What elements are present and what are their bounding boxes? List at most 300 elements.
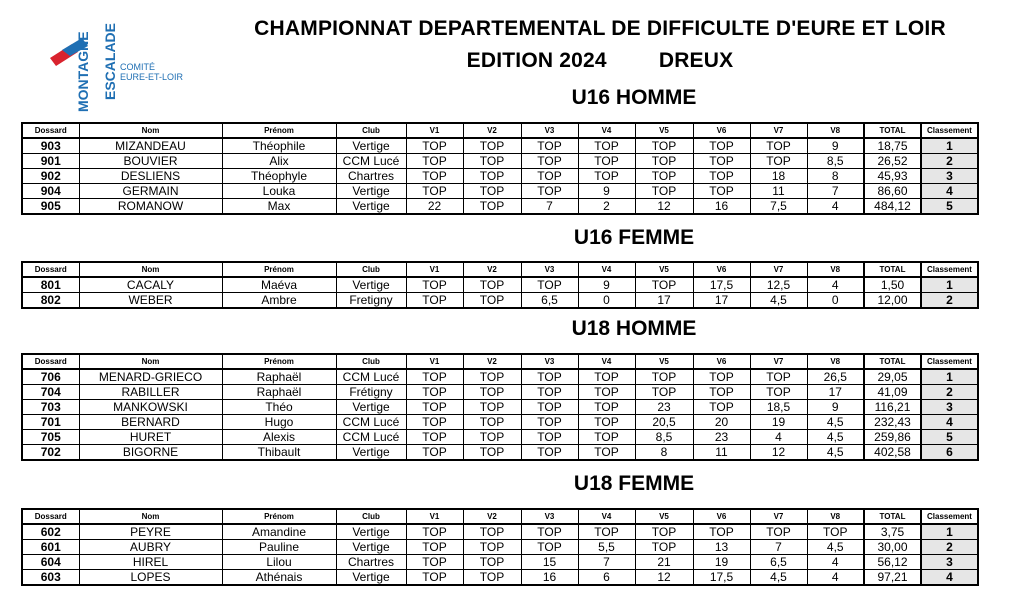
- column-header-club: Club: [336, 509, 406, 524]
- cell-prenom: Hugo: [222, 415, 336, 430]
- column-header-v6: V6: [693, 509, 750, 524]
- column-header-prenom: Prénom: [222, 262, 336, 277]
- category-title: U18 FEMME: [573, 472, 695, 495]
- cell-v3: TOP: [521, 369, 578, 385]
- column-header-v2: V2: [463, 509, 521, 524]
- cell-nom: BERNARD: [79, 415, 222, 430]
- cell-v2: TOP: [463, 555, 521, 570]
- cell-v6: TOP: [693, 169, 750, 184]
- cell-v7: TOP: [750, 385, 807, 400]
- cell-v8: 0: [807, 293, 864, 309]
- column-header-v4: V4: [578, 509, 635, 524]
- cell-total: 18,75: [864, 138, 921, 154]
- column-header-prenom: Prénom: [222, 509, 336, 524]
- cell-club: Vertige: [336, 138, 406, 154]
- cell-v4: TOP: [578, 369, 635, 385]
- cell-total: 30,00: [864, 540, 921, 555]
- cell-v7: 4: [750, 430, 807, 445]
- column-header-v3: V3: [521, 262, 578, 277]
- cell-v4: TOP: [578, 138, 635, 154]
- column-header-total: TOTAL: [864, 262, 921, 277]
- table-row: [22, 184, 978, 199]
- cell-classement: 2: [921, 385, 978, 400]
- column-header-v5: V5: [635, 262, 693, 277]
- cell-v1: TOP: [406, 154, 463, 169]
- cell-v6: 17: [693, 293, 750, 309]
- cell-v6: TOP: [693, 184, 750, 199]
- cell-prenom: Théophyle: [222, 169, 336, 184]
- cell-prenom: Athénais: [222, 570, 336, 586]
- column-header-v1: V1: [406, 509, 463, 524]
- cell-dossard: 801: [22, 277, 79, 293]
- cell-prenom: Pauline: [222, 540, 336, 555]
- cell-v8: 26,5: [807, 369, 864, 385]
- column-header-v4: V4: [578, 354, 635, 369]
- cell-v7: 18: [750, 169, 807, 184]
- cell-v5: 20,5: [635, 415, 693, 430]
- cell-v4: 7: [578, 555, 635, 570]
- cell-v7: 7: [750, 540, 807, 555]
- cell-v3: TOP: [521, 524, 578, 540]
- cell-v2: TOP: [463, 385, 521, 400]
- table-header-row: [22, 123, 978, 138]
- column-header-v8: V8: [807, 509, 864, 524]
- table-row: [22, 154, 978, 169]
- column-header-dossard: Dossard: [22, 509, 79, 524]
- column-header-v4: V4: [578, 123, 635, 138]
- cell-classement: 5: [921, 430, 978, 445]
- column-header-v7: V7: [750, 262, 807, 277]
- column-header-v3: V3: [521, 123, 578, 138]
- cell-nom: BIGORNE: [79, 445, 222, 461]
- cell-classement: 4: [921, 184, 978, 199]
- cell-dossard: 902: [22, 169, 79, 184]
- cell-dossard: 904: [22, 184, 79, 199]
- cell-classement: 1: [921, 524, 978, 540]
- cell-total: 29,05: [864, 369, 921, 385]
- cell-total: 1,50: [864, 277, 921, 293]
- cell-prenom: Lilou: [222, 555, 336, 570]
- cell-v4: 6: [578, 570, 635, 586]
- column-header-v6: V6: [693, 262, 750, 277]
- comite-logo: [48, 22, 223, 114]
- column-header-v2: V2: [463, 262, 521, 277]
- cell-club: Vertige: [336, 540, 406, 555]
- cell-club: Frétigny: [336, 385, 406, 400]
- cell-prenom: Louka: [222, 184, 336, 199]
- cell-v6: TOP: [693, 154, 750, 169]
- cell-total: 12,00: [864, 293, 921, 309]
- cell-club: Vertige: [336, 400, 406, 415]
- table-row: [22, 415, 978, 430]
- column-header-v3: V3: [521, 354, 578, 369]
- cell-v8: 8: [807, 169, 864, 184]
- table-row: [22, 430, 978, 445]
- cell-nom: CACALY: [79, 277, 222, 293]
- column-header-v2: V2: [463, 354, 521, 369]
- cell-v5: TOP: [635, 524, 693, 540]
- table-row: [22, 570, 978, 586]
- cell-v3: TOP: [521, 445, 578, 461]
- column-header-classement: Classement: [921, 509, 978, 524]
- table-row: [22, 369, 978, 385]
- cell-v5: TOP: [635, 540, 693, 555]
- cell-v3: TOP: [521, 184, 578, 199]
- edition-line: [225, 49, 975, 73]
- cell-v8: 4,5: [807, 445, 864, 461]
- cell-v8: 4,5: [807, 415, 864, 430]
- cell-v5: TOP: [635, 184, 693, 199]
- cell-v8: 4: [807, 555, 864, 570]
- cell-v7: TOP: [750, 138, 807, 154]
- results-table: [21, 508, 979, 586]
- cell-v4: TOP: [578, 430, 635, 445]
- column-header-club: Club: [336, 262, 406, 277]
- cell-nom: RABILLER: [79, 385, 222, 400]
- cell-v3: 6,5: [521, 293, 578, 309]
- column-header-total: TOTAL: [864, 354, 921, 369]
- cell-v6: 19: [693, 555, 750, 570]
- cell-total: 26,52: [864, 154, 921, 169]
- table-row: [22, 277, 978, 293]
- column-header-v2: V2: [463, 123, 521, 138]
- cell-v6: 23: [693, 430, 750, 445]
- column-header-prenom: Prénom: [222, 354, 336, 369]
- cell-v2: TOP: [463, 277, 521, 293]
- cell-total: 232,43: [864, 415, 921, 430]
- cell-nom: GERMAIN: [79, 184, 222, 199]
- cell-v7: TOP: [750, 369, 807, 385]
- cell-v6: 20: [693, 415, 750, 430]
- cell-v6: TOP: [693, 385, 750, 400]
- column-header-v5: V5: [635, 509, 693, 524]
- cell-club: Vertige: [336, 199, 406, 215]
- cell-v5: 8,5: [635, 430, 693, 445]
- cell-v2: TOP: [463, 524, 521, 540]
- category-title: U16 FEMME: [573, 226, 695, 249]
- cell-classement: 2: [921, 293, 978, 309]
- column-header-v1: V1: [406, 354, 463, 369]
- cell-total: 402,58: [864, 445, 921, 461]
- cell-v8: 4,5: [807, 540, 864, 555]
- cell-nom: HURET: [79, 430, 222, 445]
- cell-v2: TOP: [463, 184, 521, 199]
- cell-v5: 23: [635, 400, 693, 415]
- cell-v6: TOP: [693, 400, 750, 415]
- cell-dossard: 603: [22, 570, 79, 586]
- column-header-v8: V8: [807, 123, 864, 138]
- cell-dossard: 704: [22, 385, 79, 400]
- cell-v5: 17: [635, 293, 693, 309]
- cell-v2: TOP: [463, 445, 521, 461]
- cell-v3: TOP: [521, 540, 578, 555]
- cell-v4: TOP: [578, 445, 635, 461]
- cell-club: CCM Lucé: [336, 369, 406, 385]
- table-header-row: [22, 509, 978, 524]
- results-table: [21, 261, 979, 309]
- cell-v5: 12: [635, 199, 693, 215]
- cell-v8: TOP: [807, 524, 864, 540]
- cell-total: 97,21: [864, 570, 921, 586]
- cell-v4: TOP: [578, 400, 635, 415]
- cell-v6: 13: [693, 540, 750, 555]
- logo-eure-et-loir-text: EURE-ET-LOIR: [120, 72, 184, 82]
- cell-v7: 12: [750, 445, 807, 461]
- cell-v3: TOP: [521, 138, 578, 154]
- column-header-total: TOTAL: [864, 123, 921, 138]
- column-header-nom: Nom: [79, 509, 222, 524]
- cell-v3: 15: [521, 555, 578, 570]
- cell-classement: 5: [921, 199, 978, 215]
- cell-v4: 2: [578, 199, 635, 215]
- cell-v5: 12: [635, 570, 693, 586]
- cell-v4: TOP: [578, 169, 635, 184]
- cell-v3: TOP: [521, 154, 578, 169]
- cell-v7: 18,5: [750, 400, 807, 415]
- cell-nom: MANKOWSKI: [79, 400, 222, 415]
- cell-dossard: 901: [22, 154, 79, 169]
- cell-total: 259,86: [864, 430, 921, 445]
- cell-v1: TOP: [406, 169, 463, 184]
- table-header-row: [22, 262, 978, 277]
- cell-classement: 1: [921, 277, 978, 293]
- cell-total: 116,21: [864, 400, 921, 415]
- cell-v7: 19: [750, 415, 807, 430]
- cell-classement: 2: [921, 540, 978, 555]
- cell-club: Chartres: [336, 555, 406, 570]
- cell-v3: 16: [521, 570, 578, 586]
- cell-dossard: 905: [22, 199, 79, 215]
- column-header-nom: Nom: [79, 123, 222, 138]
- cell-v7: TOP: [750, 524, 807, 540]
- table-row: [22, 385, 978, 400]
- cell-v3: 7: [521, 199, 578, 215]
- cell-v3: TOP: [521, 169, 578, 184]
- cell-v1: TOP: [406, 540, 463, 555]
- cell-prenom: Alexis: [222, 430, 336, 445]
- cell-total: 484,12: [864, 199, 921, 215]
- table-row: [22, 400, 978, 415]
- cell-v5: TOP: [635, 154, 693, 169]
- cell-v1: TOP: [406, 369, 463, 385]
- cell-nom: AUBRY: [79, 540, 222, 555]
- cell-v2: TOP: [463, 293, 521, 309]
- table-row: [22, 555, 978, 570]
- cell-classement: 4: [921, 415, 978, 430]
- cell-v6: 16: [693, 199, 750, 215]
- cell-v1: TOP: [406, 555, 463, 570]
- cell-v2: TOP: [463, 415, 521, 430]
- column-header-v5: V5: [635, 123, 693, 138]
- logo-escalade-text: ESCALADE: [102, 22, 118, 100]
- cell-classement: 1: [921, 138, 978, 154]
- cell-v7: 12,5: [750, 277, 807, 293]
- cell-v8: 7: [807, 184, 864, 199]
- cell-v1: TOP: [406, 184, 463, 199]
- cell-prenom: Thibault: [222, 445, 336, 461]
- column-header-club: Club: [336, 354, 406, 369]
- column-header-classement: Classement: [921, 354, 978, 369]
- table-row: [22, 138, 978, 154]
- cell-v6: 11: [693, 445, 750, 461]
- cell-dossard: 601: [22, 540, 79, 555]
- cell-v4: TOP: [578, 154, 635, 169]
- cell-prenom: Max: [222, 199, 336, 215]
- cell-v5: 8: [635, 445, 693, 461]
- cell-v1: TOP: [406, 277, 463, 293]
- cell-prenom: Amandine: [222, 524, 336, 540]
- column-header-v6: V6: [693, 123, 750, 138]
- cell-prenom: Théo: [222, 400, 336, 415]
- championship-title: CHAMPIONNAT DEPARTEMENTAL DE DIFFICULTE D'EURE ET LOIR: [254, 17, 946, 40]
- cell-v7: TOP: [750, 154, 807, 169]
- cell-v8: 9: [807, 138, 864, 154]
- cell-v8: 4: [807, 570, 864, 586]
- cell-classement: 6: [921, 445, 978, 461]
- cell-v1: TOP: [406, 430, 463, 445]
- cell-dossard: 706: [22, 369, 79, 385]
- cell-nom: HIREL: [79, 555, 222, 570]
- column-header-prenom: Prénom: [222, 123, 336, 138]
- column-header-v1: V1: [406, 123, 463, 138]
- results-table: [21, 122, 979, 215]
- cell-v1: TOP: [406, 445, 463, 461]
- table-row: [22, 293, 978, 309]
- cell-v3: TOP: [521, 415, 578, 430]
- cell-club: Chartres: [336, 169, 406, 184]
- cell-total: 41,09: [864, 385, 921, 400]
- cell-nom: BOUVIER: [79, 154, 222, 169]
- cell-dossard: 602: [22, 524, 79, 540]
- cell-v7: 11: [750, 184, 807, 199]
- cell-nom: MIZANDEAU: [79, 138, 222, 154]
- cell-v7: 4,5: [750, 570, 807, 586]
- cell-club: CCM Lucé: [336, 430, 406, 445]
- cell-classement: 3: [921, 169, 978, 184]
- cell-prenom: Raphaël: [222, 385, 336, 400]
- cell-total: 56,12: [864, 555, 921, 570]
- cell-dossard: 903: [22, 138, 79, 154]
- cell-v1: TOP: [406, 524, 463, 540]
- cell-v1: TOP: [406, 293, 463, 309]
- column-header-v7: V7: [750, 354, 807, 369]
- cell-v8: 4: [807, 277, 864, 293]
- column-header-v8: V8: [807, 354, 864, 369]
- cell-club: Vertige: [336, 570, 406, 586]
- cell-total: 45,93: [864, 169, 921, 184]
- cell-nom: LOPES: [79, 570, 222, 586]
- column-header-v3: V3: [521, 509, 578, 524]
- column-header-nom: Nom: [79, 354, 222, 369]
- table-row: [22, 524, 978, 540]
- cell-v2: TOP: [463, 400, 521, 415]
- cell-v2: TOP: [463, 369, 521, 385]
- cell-v5: TOP: [635, 277, 693, 293]
- cell-v4: TOP: [578, 385, 635, 400]
- table-header-row: [22, 354, 978, 369]
- cell-v4: 9: [578, 184, 635, 199]
- cell-total: 86,60: [864, 184, 921, 199]
- cell-v8: 8,5: [807, 154, 864, 169]
- cell-club: Vertige: [336, 445, 406, 461]
- cell-prenom: Maéva: [222, 277, 336, 293]
- cell-v2: TOP: [463, 570, 521, 586]
- edition-label: EDITION 2024: [466, 49, 607, 72]
- city-label: DREUX: [658, 49, 734, 72]
- cell-club: Vertige: [336, 524, 406, 540]
- column-header-v6: V6: [693, 354, 750, 369]
- cell-v6: TOP: [693, 524, 750, 540]
- column-header-v8: V8: [807, 262, 864, 277]
- cell-classement: 2: [921, 154, 978, 169]
- column-header-nom: Nom: [79, 262, 222, 277]
- cell-v5: TOP: [635, 385, 693, 400]
- cell-v5: TOP: [635, 138, 693, 154]
- cell-nom: DESLIENS: [79, 169, 222, 184]
- cell-prenom: Ambre: [222, 293, 336, 309]
- cell-total: 3,75: [864, 524, 921, 540]
- cell-v7: 7,5: [750, 199, 807, 215]
- cell-v8: 17: [807, 385, 864, 400]
- column-header-v7: V7: [750, 509, 807, 524]
- cell-v6: TOP: [693, 369, 750, 385]
- cell-v7: 6,5: [750, 555, 807, 570]
- column-header-classement: Classement: [921, 262, 978, 277]
- cell-classement: 3: [921, 555, 978, 570]
- cell-v4: TOP: [578, 415, 635, 430]
- column-header-classement: Classement: [921, 123, 978, 138]
- cell-classement: 4: [921, 570, 978, 586]
- cell-v5: TOP: [635, 169, 693, 184]
- cell-classement: 3: [921, 400, 978, 415]
- logo-montagne-text: MONTAGNE: [75, 31, 91, 112]
- cell-prenom: Raphaël: [222, 369, 336, 385]
- cell-dossard: 702: [22, 445, 79, 461]
- cell-dossard: 705: [22, 430, 79, 445]
- cell-dossard: 701: [22, 415, 79, 430]
- cell-v2: TOP: [463, 138, 521, 154]
- cell-v2: TOP: [463, 430, 521, 445]
- cell-v2: TOP: [463, 199, 521, 215]
- cell-v1: TOP: [406, 400, 463, 415]
- cell-v2: TOP: [463, 540, 521, 555]
- column-header-v1: V1: [406, 262, 463, 277]
- cell-prenom: Théophile: [222, 138, 336, 154]
- cell-v6: 17,5: [693, 570, 750, 586]
- column-header-dossard: Dossard: [22, 354, 79, 369]
- cell-club: CCM Lucé: [336, 154, 406, 169]
- category-title: U18 HOMME: [571, 317, 697, 340]
- cell-v3: TOP: [521, 400, 578, 415]
- column-header-v4: V4: [578, 262, 635, 277]
- cell-v4: 0: [578, 293, 635, 309]
- cell-nom: MENARD-GRIECO: [79, 369, 222, 385]
- cell-club: Vertige: [336, 184, 406, 199]
- cell-prenom: Alix: [222, 154, 336, 169]
- cell-club: Vertige: [336, 277, 406, 293]
- column-header-dossard: Dossard: [22, 123, 79, 138]
- cell-v7: 4,5: [750, 293, 807, 309]
- cell-v8: 9: [807, 400, 864, 415]
- cell-v1: TOP: [406, 570, 463, 586]
- cell-v4: TOP: [578, 524, 635, 540]
- cell-v5: 21: [635, 555, 693, 570]
- cell-v4: 9: [578, 277, 635, 293]
- logo-comite-text: COMITÉ: [120, 62, 155, 72]
- cell-classement: 1: [921, 369, 978, 385]
- cell-v4: 5,5: [578, 540, 635, 555]
- table-row: [22, 169, 978, 184]
